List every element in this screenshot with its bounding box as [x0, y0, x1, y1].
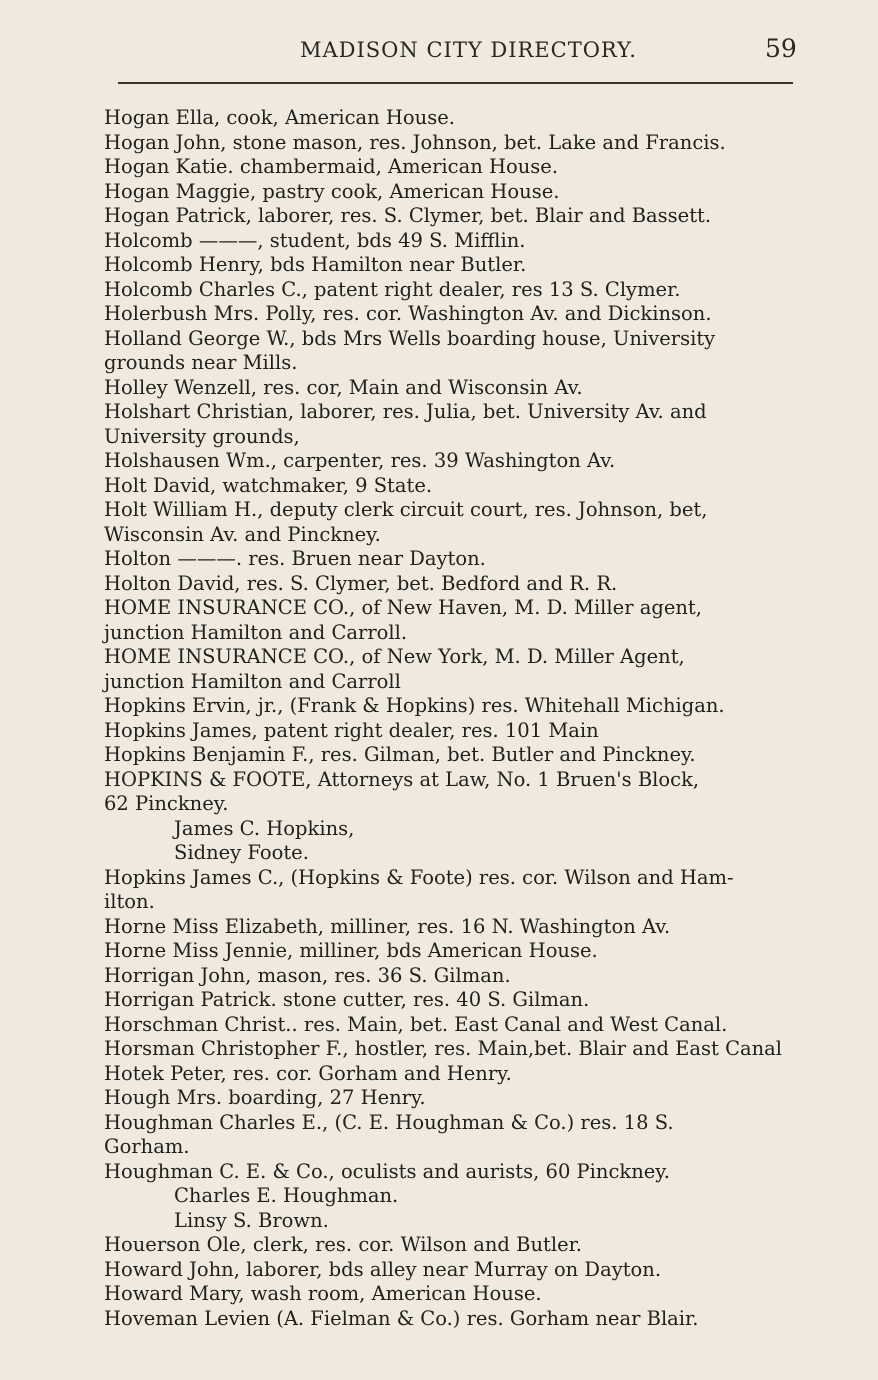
directory-entry [104, 1282, 804, 1307]
directory-entry [104, 866, 804, 915]
directory-sub-entry [104, 817, 804, 842]
entry-continuation-line: University grounds, [104, 424, 300, 448]
directory-entry [104, 1111, 804, 1160]
entry-line: Hopkins Ervin, jr., (Frank & Hopkins) res. Whitehall Michigan. [104, 694, 725, 717]
directory-entry [104, 596, 804, 645]
entry-continuation-line: 62 Pinckney. [104, 792, 229, 815]
entry-line: Horne Miss Elizabeth, milliner, res. 16 N. Washington Av. [104, 914, 671, 938]
entry-line: Holt William H., deputy clerk circuit court, res. Johnson, bet, [104, 498, 708, 521]
entry-continuation-line: Wisconsin Av. and Pinckney. [104, 522, 381, 546]
entry-line: HOME INSURANCE CO., of New York, M. D. Miller Agent, [104, 645, 685, 668]
directory-entry [104, 743, 804, 768]
entry-line: Houghman C. E. & Co., oculists and aurists, 60 Pinckney. [104, 1159, 670, 1183]
entry-continuation-line: Gorham. [104, 1135, 190, 1158]
directory-entry [104, 1037, 804, 1062]
entry-line: Sidney Foote. [174, 841, 309, 864]
directory-entry [104, 302, 804, 327]
entry-line: Linsy S. Brown. [174, 1208, 329, 1232]
entry-line: Hogan Maggie, pastry cook, American House. [104, 179, 560, 203]
directory-entry [104, 278, 804, 303]
directory-entry [104, 1160, 804, 1185]
entry-line: Holt David, watchmaker, 9 State. [104, 473, 433, 497]
directory-entry [104, 106, 804, 131]
page-header [0, 32, 878, 72]
directory-entry [104, 155, 804, 180]
entry-line: Hotek Peter, res. cor. Gorham and Henry. [104, 1061, 512, 1085]
entry-line: Holland George W., bds Mrs Wells boarding house, University [104, 326, 716, 350]
entry-line: Hopkins Benjamin F., res. Gilman, bet. Butler and Pinckney. [104, 743, 696, 766]
entry-line: Horrigan Patrick. stone cutter, res. 40 S. Gilman. [104, 988, 590, 1011]
directory-entry [104, 376, 804, 401]
entry-line: Hough Mrs. boarding, 27 Henry. [104, 1086, 426, 1109]
directory-entry [104, 768, 804, 817]
directory-entry [104, 572, 804, 597]
directory-entry [104, 327, 804, 376]
entry-line: Hogan Ella, cook, American House. [104, 106, 455, 129]
directory-entry [104, 719, 804, 744]
entry-line: Holcomb Charles C., patent right dealer, res 13 S. Clymer. [104, 277, 681, 301]
entry-line: Holerbush Mrs. Polly, res. cor. Washington Av. and Dickinson. [104, 302, 712, 325]
entry-line: Holcomb Henry, bds Hamilton near Butler. [104, 253, 527, 276]
directory-entry [104, 1258, 804, 1283]
entry-line: Holshausen Wm., carpenter, res. 39 Washington Av. [104, 449, 616, 472]
entry-line: Hogan Patrick, laborer, res. S. Clymer, bet. Blair and Bassett. [104, 204, 712, 227]
directory-sub-entry [104, 1184, 804, 1209]
directory-entry [104, 131, 804, 156]
directory-entry [104, 1233, 804, 1258]
entry-line: Horne Miss Jennie, milliner, bds American House. [104, 939, 598, 962]
entry-line: Horschman Christ.. res. Main, bet. East Canal and West Canal. [104, 1012, 728, 1036]
entry-line: Hopkins James, patent right dealer, res. 101 Main [104, 718, 599, 742]
directory-entry [104, 939, 804, 964]
directory-entry [104, 915, 804, 940]
directory-entry [104, 1062, 804, 1087]
entry-line: Howard John, laborer, bds alley near Murray on Dayton. [104, 1257, 662, 1281]
entry-line: Hoveman Levien (A. Fielman & Co.) res. Gorham near Blair. [104, 1306, 699, 1330]
directory-entry [104, 694, 804, 719]
entry-continuation-line: grounds near Mills. [104, 351, 298, 374]
directory-entry [104, 1307, 804, 1332]
entry-continuation-line: ilton. [104, 890, 155, 913]
directory-entries [104, 106, 804, 1331]
entry-line: Horsman Christopher F., hostler, res. Main,bet. Blair and East Canal [104, 1037, 783, 1060]
directory-entry [104, 964, 804, 989]
entry-line: Holshart Christian, laborer, res. Julia, bet. University Av. and [104, 400, 707, 423]
header-rule [118, 82, 793, 84]
entry-continuation-line: junction Hamilton and Carroll [104, 669, 401, 693]
entry-line: HOME INSURANCE CO., of New Haven, M. D. Miller agent, [104, 596, 702, 619]
entry-line: Hogan Katie. chambermaid, American House. [104, 155, 559, 178]
directory-entry [104, 1086, 804, 1111]
entry-line: Horrigan John, mason, res. 36 S. Gilman. [104, 963, 511, 987]
directory-entry [104, 400, 804, 449]
entry-line: Holcomb ———, student, bds 49 S. Mifflin. [104, 228, 526, 252]
directory-sub-entry [104, 1209, 804, 1234]
directory-entry [104, 547, 804, 572]
entry-line: Hopkins James C., (Hopkins & Foote) res. cor. Wilson and Ham- [104, 865, 734, 889]
entry-line: Houerson Ole, clerk, res. cor. Wilson and Butler. [104, 1233, 582, 1256]
directory-entry [104, 204, 804, 229]
entry-line: Holton ———. res. Bruen near Dayton. [104, 547, 486, 570]
entry-continuation-line: junction Hamilton and Carroll. [104, 620, 408, 644]
directory-entry [104, 988, 804, 1013]
directory-entry [104, 229, 804, 254]
entry-line: James C. Hopkins, [174, 816, 355, 840]
directory-sub-entry [104, 841, 804, 866]
entry-line: Holley Wenzell, res. cor, Main and Wisconsin Av. [104, 375, 583, 399]
entry-line: Hogan John, stone mason, res. Johnson, bet. Lake and Francis. [104, 130, 726, 154]
entry-line: Howard Mary, wash room, American House. [104, 1282, 542, 1305]
directory-entry [104, 449, 804, 474]
directory-entry [104, 474, 804, 499]
directory-entry [104, 498, 804, 547]
entry-line: Houghman Charles E., (C. E. Houghman & Co.) res. 18 S. [104, 1110, 674, 1134]
directory-entry [104, 253, 804, 278]
running-title: MADISON CITY DIRECTORY. [300, 38, 637, 62]
entry-line: Charles E. Houghman. [174, 1184, 399, 1207]
directory-entry [104, 1013, 804, 1038]
entry-line: HOPKINS & FOOTE, Attorneys at Law, No. 1 Bruen's Block, [104, 767, 700, 791]
directory-entry [104, 180, 804, 205]
entry-line: Holton David, res. S. Clymer, bet. Bedford and R. R. [104, 571, 618, 595]
directory-entry [104, 645, 804, 694]
page-number: 59 [765, 34, 797, 63]
